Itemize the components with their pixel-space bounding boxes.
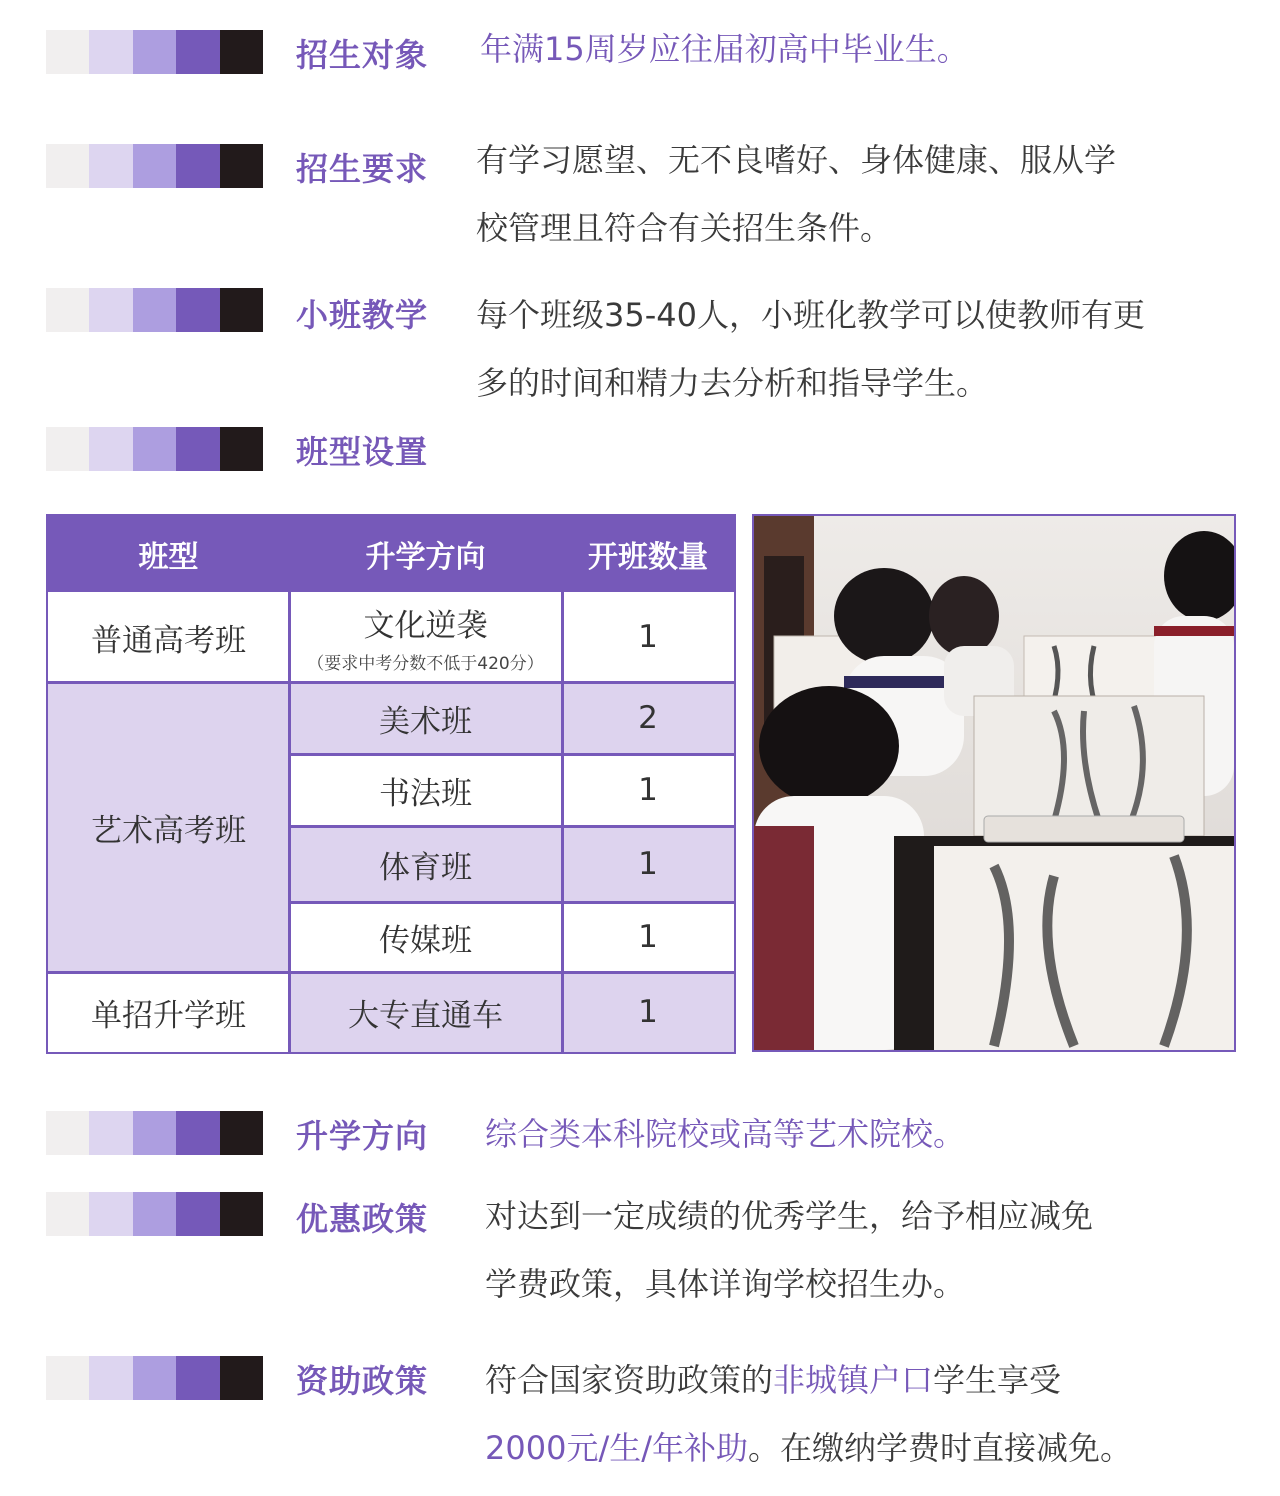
table-cell-count: 1 [562, 972, 734, 1052]
section-text-line2 [485, 1414, 1132, 1482]
section-label: 资助政策 [296, 1362, 429, 1400]
table-header-type: 班型 [48, 516, 289, 592]
section-label: 升学方向 [296, 1117, 429, 1155]
section-label: 班型设置 [296, 433, 429, 471]
text-highlight: 非城镇户口 [773, 1361, 934, 1399]
table-cell-type: 艺术高考班 [48, 682, 289, 972]
table-cell-count: 1 [638, 919, 658, 955]
decor-bars [46, 144, 263, 188]
table-divider [289, 825, 734, 828]
section-label: 招生要求 [296, 150, 429, 188]
text-plain: 符合国家资助政策的 [485, 1361, 774, 1399]
direction-note: （要求中考分数不低于420分） [307, 654, 544, 674]
table-cell-direction [289, 592, 562, 682]
table-divider [289, 753, 734, 756]
table-divider [48, 681, 734, 684]
section-text-line2: 校管理且符合有关招生条件。 [476, 209, 893, 247]
table-cell-direction: 体育班 [289, 826, 562, 902]
table-cell-type: 普通高考班 [91, 622, 246, 659]
section-text-line1: 有学习愿望、无不良嗜好、身体健康、服从学 [476, 141, 1117, 179]
section-label: 小班教学 [296, 296, 429, 334]
sketching-students-image [754, 516, 1234, 1050]
table-divider [561, 592, 564, 1052]
table-divider [288, 592, 291, 1052]
decor-bars [46, 1111, 263, 1155]
section-text-line2: 多的时间和精力去分析和指导学生。 [476, 364, 989, 402]
section-text-line2: 学费政策，具体详询学校招生办。 [485, 1265, 966, 1303]
table-divider [48, 971, 734, 974]
table-cell-direction: 传媒班 [379, 922, 472, 959]
table-cell-count: 1 [638, 772, 658, 808]
class-type-table [46, 514, 736, 1054]
direction-text: 文化逆袭 [363, 608, 488, 644]
section-text-line1: 对达到一定成绩的优秀学生，给予相应减免 [485, 1197, 1094, 1235]
decor-bars [46, 288, 263, 332]
section-text: 年满15周岁应往届初高中毕业生。 [480, 30, 969, 68]
table-cell-direction: 美术班 [289, 682, 562, 754]
section-text-line1 [485, 1346, 1061, 1414]
table-cell-count: 2 [562, 682, 734, 754]
table-header-count: 开班数量 [562, 516, 734, 592]
classroom-photo [752, 514, 1236, 1052]
text-plain: 学生享受 [933, 1361, 1062, 1399]
section-label: 招生对象 [296, 36, 429, 74]
section-text: 综合类本科院校或高等艺术院校。 [485, 1115, 966, 1153]
section-text-line1: 每个班级35-40人，小班化教学可以使教师有更 [476, 296, 1145, 334]
table-cell-type: 单招升学班 [91, 997, 246, 1034]
table-cell-count: 1 [562, 826, 734, 902]
decor-bars [46, 427, 263, 471]
decor-bars [46, 1356, 263, 1400]
table-cell-count: 1 [638, 619, 658, 655]
table-cell-direction: 大专直通车 [289, 972, 562, 1052]
text-plain: 。在缴纳学费时直接减免。 [748, 1429, 1133, 1467]
table-cell-direction: 书法班 [379, 775, 472, 812]
decor-bars [46, 30, 263, 74]
decor-bars [46, 1192, 263, 1236]
table-divider [289, 901, 734, 904]
section-label: 优惠政策 [296, 1200, 429, 1238]
text-highlight: 2000元/生/年补助 [485, 1429, 749, 1467]
table-header-direction: 升学方向 [289, 516, 562, 592]
